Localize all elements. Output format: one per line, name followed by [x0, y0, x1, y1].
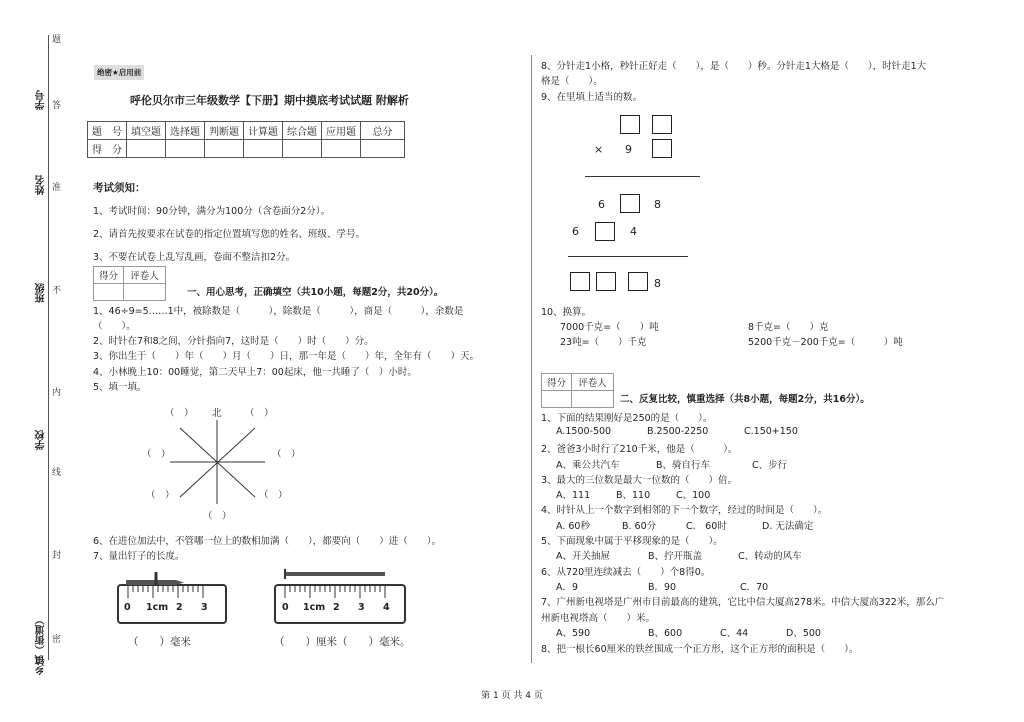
choice-option: A、111 [556, 490, 591, 501]
choice-option: C.150+150 [744, 426, 798, 437]
choice-option: C、100 [676, 490, 711, 501]
digit: 4 [630, 225, 637, 238]
notice-item: 3、不要在试卷上乱写乱画，卷面不整洁扣2分。 [93, 252, 296, 263]
section2-heading: 二、反复比较，慎重选择（共8小题，每题2分，共16分）。 [620, 394, 870, 405]
column-divider [531, 55, 532, 663]
grader-box [541, 373, 614, 408]
digit: 6 [572, 225, 579, 238]
score-cell[interactable] [205, 140, 244, 158]
score-cell[interactable] [166, 140, 205, 158]
blank-box[interactable] [596, 272, 616, 291]
secret-stamp: 绝密★启用前 [94, 65, 144, 80]
ruler-label: 3 [201, 602, 208, 613]
binding-label: 题 [52, 35, 62, 45]
grader-score-cell[interactable] [94, 284, 124, 301]
township-field: 乡镇（街道） [36, 615, 47, 675]
score-header: 计算题 [244, 122, 283, 140]
binding-label: 准 [52, 183, 62, 193]
score-cell[interactable] [127, 140, 166, 158]
blank-box[interactable] [652, 139, 672, 158]
page-footer: 第 1 页 共 4 页 [481, 691, 543, 701]
score-header: 题 号 [88, 122, 127, 140]
choice-option: C、转动的风车 [738, 551, 802, 562]
binding-label: 答 [52, 101, 62, 111]
question-10: 10、换算。 [541, 307, 592, 318]
score-header: 总分 [361, 122, 405, 140]
choice-option: B、骑自行车 [656, 460, 711, 471]
blank-box[interactable] [620, 194, 640, 213]
question-8-cont: 格是（ ）。 [541, 76, 603, 87]
score-header: 选择题 [166, 122, 205, 140]
grader-score-label: 得分 [94, 267, 124, 284]
blank-box[interactable] [628, 272, 648, 291]
compass-blank: （ ） [165, 408, 194, 419]
ruler-label: 3 [358, 602, 365, 613]
choice-question: 3、最大的三位数是最大一位数的（ ）倍。 [541, 475, 738, 486]
choice-option: A．9 [556, 582, 579, 593]
score-header: 综合题 [283, 122, 322, 140]
grader-score-label: 得分 [542, 374, 572, 391]
choice-option: A.1500-500 [556, 426, 612, 437]
binding-label: 密 [52, 635, 62, 645]
binding-label: 封 [52, 551, 62, 561]
choice-option: D. 无法确定 [762, 521, 814, 532]
choice-option: C、44 [720, 628, 749, 639]
ruler-1-ticks [118, 566, 228, 606]
notice-item: 2、请首先按要求在试卷的指定位置填写您的姓名、班级、学号。 [93, 229, 366, 240]
choice-option: B.2500-2250 [647, 426, 709, 437]
ruler-label: 0 [124, 602, 131, 613]
ruler-label: 2 [176, 602, 183, 613]
score-header: 判断题 [205, 122, 244, 140]
score-cell[interactable] [322, 140, 361, 158]
page-title: 呼伦贝尔市三年级数学【下册】期中摸底考试试题 附解析 [130, 94, 409, 107]
score-cell[interactable] [283, 140, 322, 158]
blank-box[interactable] [595, 222, 615, 241]
conversion: 5200千克－200千克=（ ）吨 [748, 337, 903, 348]
ruler-label: 2 [333, 602, 340, 613]
rule-line [568, 256, 688, 257]
ruler-label: 1cm [303, 602, 326, 613]
ruler-label: 0 [282, 602, 289, 613]
choice-question: 5、下面现象中属于平移现象的是（ ）。 [541, 536, 723, 547]
question-3: 3、你出生于（ ）年（ ）月（ ）日，那一年是（ ）年，全年有（ ）天。 [93, 351, 480, 362]
binding-line [48, 35, 49, 660]
score-header: 填空题 [127, 122, 166, 140]
name-field: 姓名 [36, 175, 47, 195]
class-field: 班级 [36, 283, 47, 303]
choice-question: 6、从720里连续减去（ ）个8得0。 [541, 567, 711, 578]
blank-box[interactable] [620, 115, 640, 134]
choice-option: D、500 [786, 628, 821, 639]
score-row-label: 得 分 [88, 140, 127, 158]
school-field: 学校 [36, 430, 47, 450]
question-8: 8、分针走1小格，秒针正好走（ ），是（ ）秒。分针走1大格是（ ），时针走1大 [541, 61, 927, 72]
notice-heading: 考试须知： [93, 182, 146, 194]
score-cell[interactable] [361, 140, 405, 158]
choice-option: B．90 [648, 582, 677, 593]
choice-option: A、乘公共汽车 [556, 460, 620, 471]
score-cell[interactable] [244, 140, 283, 158]
choice-option: B、110 [616, 490, 651, 501]
choice-question-cont: 州新电视塔高（ ）米。 [541, 613, 656, 624]
choice-question: 4、时针从上一个数字到相邻的下一个数字，经过的时间是（ ）。 [541, 505, 828, 516]
choice-option: B. 60分 [622, 521, 657, 532]
score-table [87, 121, 405, 158]
grader-score-cell[interactable] [542, 391, 572, 408]
grader-name-label: 评卷人 [124, 267, 166, 284]
compass-blank: （ ） [259, 490, 288, 501]
choice-question: 2、爸爸3小时行了210千米，他是（ ）。 [541, 444, 738, 455]
ruler-label: 1cm [146, 602, 169, 613]
choice-option: C. 60时 [686, 521, 727, 532]
question-4: 4、小林晚上10：00睡觉，第二天早上7：00起床，他一共睡了（ ）小时。 [93, 367, 417, 378]
choice-option: C．70 [740, 582, 769, 593]
digit: 8 [654, 277, 661, 290]
question-1-cont: （ ）。 [93, 321, 136, 332]
binding-label: 线 [52, 468, 62, 478]
grader-name-cell[interactable] [572, 391, 614, 408]
grader-name-cell[interactable] [124, 284, 166, 301]
question-5: 5、填一填。 [93, 382, 147, 393]
rule-line [585, 176, 700, 177]
binding-label: 不 [52, 286, 62, 296]
ruler-label: 4 [383, 602, 390, 613]
question-6: 6、在进位加法中，不管哪一位上的数相加满（ ），都要向（ ）进（ ）。 [93, 536, 442, 547]
compass-blank: （ ） [245, 408, 274, 419]
question-9: 9、在里填上适当的数。 [541, 92, 643, 103]
question-1: 1、46÷9=5……1中，被除数是（ ），除数是（ ），商是（ ），余数是 [93, 306, 464, 317]
ruler-2-ticks [275, 566, 407, 606]
digit: 8 [654, 198, 661, 211]
choice-question: 8、把一根长60厘米的铁丝围成一个正方形，这个正方形的面积是（ ）。 [541, 644, 859, 655]
choice-question: 7、广州新电视塔是广州市目前最高的建筑，它比中信大厦高278米。中信大厦高322米，那么广 [541, 597, 945, 608]
ruler-1-answer: （ ）毫米 [128, 636, 191, 648]
ruler-2-answer: （ ）厘米（ ）毫米。 [274, 636, 411, 648]
choice-option: B、拧开瓶盖 [648, 551, 703, 562]
choice-option: B、600 [648, 628, 683, 639]
conversion: 7000千克=（ ）吨 [560, 322, 659, 333]
compass-blank: （ ） [203, 511, 232, 522]
student-id-field: 学号 [36, 90, 47, 110]
choice-option: A、开关抽屉 [556, 551, 610, 562]
score-header: 应用题 [322, 122, 361, 140]
choice-option: A、590 [556, 628, 591, 639]
section1-heading: 一、用心思考，正确填空（共10小题，每题2分，共20分）。 [187, 287, 444, 298]
digit: 6 [598, 198, 605, 211]
grader-name-label: 评卷人 [572, 374, 614, 391]
times-sign: × [594, 143, 604, 156]
compass-north: 北 [212, 408, 222, 419]
choice-option: A. 60秒 [556, 521, 590, 532]
notice-item: 1、考试时间：90分钟，满分为100分（含卷面分2分）。 [93, 206, 331, 217]
compass-blank: （ ） [146, 490, 175, 501]
choice-option: C、步行 [752, 460, 788, 471]
question-7: 7、量出钉子的长度。 [93, 551, 185, 562]
question-2: 2、时针在7和8之间，分针指向7，这时是（ ）时（ ）分。 [93, 336, 374, 347]
choice-question: 1、下面的结果刚好是250的是（ ）。 [541, 413, 713, 424]
digit: 9 [625, 143, 632, 156]
blank-box[interactable] [652, 115, 672, 134]
binding-label: 内 [52, 388, 62, 398]
compass-blank: （ ） [272, 449, 301, 460]
blank-box[interactable] [570, 272, 590, 291]
grader-box [93, 266, 166, 301]
conversion: 23吨=（ ）千克 [560, 337, 647, 348]
conversion: 8千克=（ ）克 [748, 322, 829, 333]
compass-blank: （ ） [142, 449, 171, 460]
